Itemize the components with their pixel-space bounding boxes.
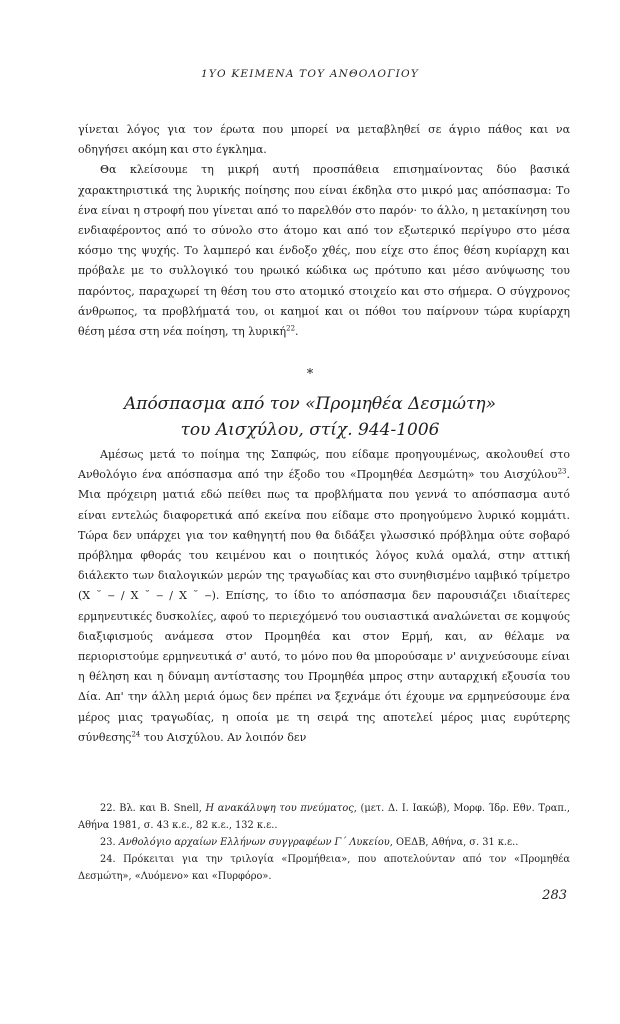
footnote-text: 24. Πρόκειται για την τριλογία «Προμήθεια», που αποτελούνταν από τον «Προμηθέα Δεσμώτη», «Λυόμενο» και «Πυρφόρο».	[78, 854, 570, 882]
footnote-text: , (μετ. Δ. Ι. Ιακώβ), Μορφ. Ίδρ. Εθν. Τραπ., Αθήνα 1981, σ. 43 κ.ε., 82 κ.ε., 132 κ.ε..	[78, 803, 570, 831]
paragraph	[78, 160, 570, 342]
footnote-ref: 24	[131, 730, 141, 739]
footnote-text: 22. Βλ. και B. Snell,	[100, 803, 206, 814]
footnote-ref: 22	[286, 324, 296, 333]
paragraph	[78, 445, 570, 748]
paragraph-text: . Μια πρόχειρη ματιά εδώ πείθει πως τα προβλήματα που γεννά το απόσπασμα αυτό είναι εντελώς διαφορετικά από εκείνα που είδαμε στο προηγούμενο λυρικό κομμάτι. Τώρα δεν υπάρχει για τον καθηγητή που θα διδάξει γλωσσικό πρόβλημα ούτε σοβαρό πρόβλημα φθοράς του κειμένου και ο ποιητικός λόγος κυλά ομαλά, στην αττική διάλεκτο των διαλογικών μερών της τραγωδίας και στο συνηθισμένο ιαμβικό τρίμετρο (Χ ˘ ‒ / Χ ˘ ‒ / Χ ˘ ‒). Επίσης, το ίδιο το απόσπασμα δεν παρουσιάζει ιδιαίτερες ερμηνευτικές δυσκολίες, αφού το περιεχόμενό του ουσιαστικά αναλώνεται σε κομψούς διαξιφισμούς ανάμεσα στον Προμηθέα και στον Ερμή, και, αν θέλαμε να περιοριστούμε ερμηνευτικά σ' αυτό, το μόνο που θα μπορούσαμε ν' ανιχνεύσουμε είναι η θέληση και η δύναμη αντίστασης του Προμηθέα μπρος στην αυταρχική εξουσία του Δία. Απ' την άλλη μεριά όμως δεν πρέπει να ξεχνάμε ότι έχουμε να ερμηνεύσουμε ένα μέρος μιας τραγωδίας, η οποία με τη σειρά της αποτελεί μέρος μιας ευρύτερης σύνθεσης	[78, 468, 570, 744]
page-number: 283	[542, 888, 567, 903]
footnotes	[78, 800, 570, 885]
footnote-text: 23.	[100, 837, 119, 848]
paragraph-text: Αμέσως μετά το ποίημα της Σαπφώς, που είδαμε προηγουμένως, ακολουθεί στο Ανθολόγιο ένα απόσπασμα από την έξοδο του «Προμηθέα Δεσμώτη» του Αισχύλου	[78, 448, 570, 482]
paragraph-text: του Αισχύλου. Αν λοιπόν δεν	[140, 730, 307, 744]
footnote-ref: 23	[557, 467, 567, 476]
paragraph-text: Θα κλείσουμε τη μικρή αυτή προσπάθεια επισημαίνοντας δύο βασικά χαρακτηριστικά της λυρικής ποίησης που είναι έκδηλα στο μικρό μας απόσπασμα: Το ένα είναι η στροφή που γίνεται από το παρελθόν στο παρόν· το άλλο, η μετακίνηση του ενδιαφέροντος από το σύνολο στο άτομο και από τον εξωτερικό περίγυρο στο μέσα κόσμο της ψυχής. Το λαμπερό και ένδοξο χθές, που είχε στο έπος θέση κυρίαρχη και πρόβαλε με το συλλογικό του ηρωικό κώδικα ως πρότυπο και μέσο ανύψωσης του παρόντος, παραχωρεί τη θέση του στο ατομικό στοιχείο και στο σήμερα. Ο σύγχρονος άνθρωπος, τα προβλήματά του, οι καημοί και οι πόθοι του παίρνουν τώρα κυρίαρχη θέση μέσα στη νέα ποίηση, τη λυρική	[78, 163, 570, 339]
section-separator: *	[306, 367, 314, 382]
footnote-title: Η ανακάλυψη του πνεύματος	[205, 803, 354, 814]
footnote-text: , ΟΕΔΒ, Αθήνα, σ. 31 κ.ε..	[389, 837, 519, 848]
footnote-23	[78, 834, 570, 851]
text-block-bottom	[78, 445, 570, 748]
section-title-line: Απόσπασμα από τον «Προμηθέα Δεσμώτη»	[124, 394, 496, 414]
footnote-22	[78, 800, 570, 834]
footnote-24	[78, 851, 570, 885]
paragraph-text: γίνεται λόγος για τον έρωτα που μπορεί να μεταβληθεί σε άγριο πάθος και να οδηγήσει ακόμη και στο έγκλημα.	[78, 123, 570, 157]
running-head: 1ΥΟ ΚΕΙΜΕΝΑ ΤΟΥ ΑΝΘΟΛΟΓΙΟΥ	[201, 68, 419, 80]
text-block-top	[78, 120, 570, 342]
footnote-title: Ανθολόγιο αρχαίων Ελλήνων συγγραφέων Γ΄ Λυκείου	[118, 837, 390, 848]
section-title-line: του Αισχύλου, στίχ. 944-1006	[180, 420, 440, 440]
section-title	[60, 391, 560, 443]
paragraph	[78, 120, 570, 160]
paragraph-text: .	[295, 325, 299, 339]
